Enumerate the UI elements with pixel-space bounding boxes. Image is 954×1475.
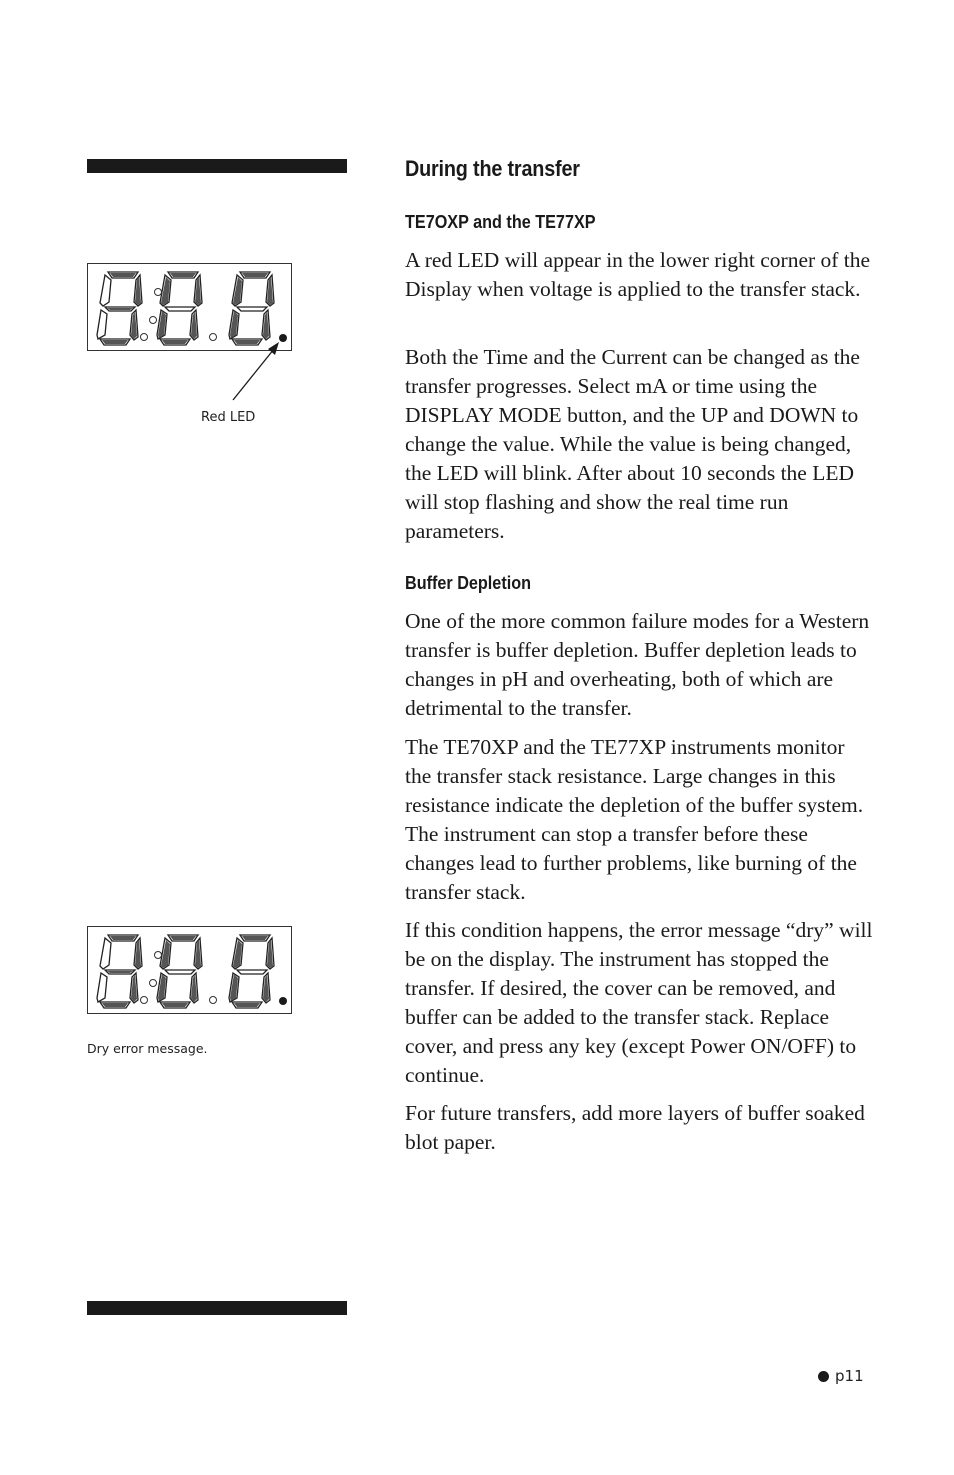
paragraph-failure-modes: One of the more common failure modes for a Western transfer is buffer depletion. Buffer depletion leads to changes in pH and overheating, both of which are detrimental to the transfer. — [405, 609, 870, 720]
paragraph-monitor-resistance: The TE70XP and the TE77XP instruments monitor the transfer stack resistance. Large changes in this resistance indicate the depletion of the buffer system. The instrument can stop a transfer before these changes lead to further problems, like burning of the transfer stack. — [405, 735, 864, 904]
figure-2-caption: Dry error message. — [87, 1041, 208, 1056]
led-display-figure-2 — [87, 926, 292, 1014]
subheading-buffer-depletion: Buffer Depletion — [405, 573, 532, 593]
paragraph-dry-error: If this condition happens, the error message “dry” will be on the display. The instrument has stopped the transfer. If desired, the cover can be removed, and buffer can be added to the transfer stack. Replace cover, and press any key (except Power ON/OFF) to continue. — [405, 918, 873, 1087]
section-heading: During the transfer — [405, 156, 580, 181]
subheading-te70xp: TE7OXP and the TE77XP — [405, 212, 596, 232]
bottom-rule — [87, 1301, 347, 1315]
paragraph-future-transfers: For future transfers, add more layers of buffer soaked blot paper. — [405, 1101, 865, 1154]
arrow-icon — [225, 338, 285, 404]
paragraph-red-led: A red LED will appear in the lower right corner of the Display when voltage is applied to the transfer stack. — [405, 248, 871, 301]
bullet-icon — [818, 1371, 829, 1382]
top-rule — [87, 159, 347, 173]
paragraph-time-current: Both the Time and the Current can be changed as the transfer progresses. Select mA or time using the DISPLAY MODE button, and the UP and DOWN to change the value. While the value is being changed, the LED will blink. After about 10 seconds the LED will stop flashing and show the real time run parameters. — [405, 345, 860, 543]
page-number-text: p11 — [835, 1367, 864, 1385]
page-number — [818, 1367, 864, 1385]
figure-1-caption: Red LED — [201, 410, 256, 425]
